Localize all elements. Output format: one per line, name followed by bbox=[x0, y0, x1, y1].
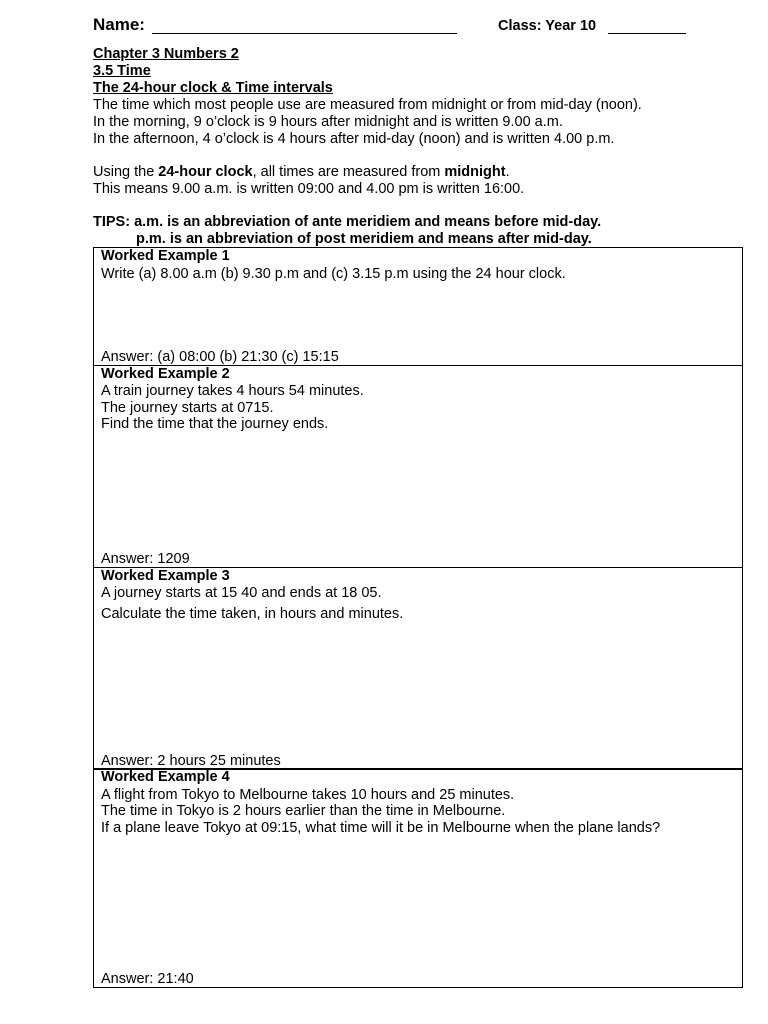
example-answer: Answer: 1209 bbox=[101, 551, 190, 567]
example-answer: Answer: (a) 08:00 (b) 21:30 (c) 15:15 bbox=[101, 349, 339, 365]
intro-line-3: In the afternoon, 4 o’clock is 4 hours after mid-day (noon) and is written 4.00 p.m. bbox=[93, 131, 615, 147]
midnight-term: midnight bbox=[444, 164, 506, 180]
name-label: Name: bbox=[93, 15, 145, 34]
example-question-line: If a plane leave Tokyo at 09:15, what time will it be in Melbourne when the plane lands? bbox=[101, 820, 661, 836]
intro-line-2: In the morning, 9 o’clock is 9 hours after midnight and is written 9.00 a.m. bbox=[93, 114, 563, 130]
section-heading: 3.5 Time bbox=[93, 63, 151, 79]
example-question-line: The journey starts at 0715. bbox=[101, 400, 274, 416]
clock-paragraph-line-2: This means 9.00 a.m. is written 09:00 and 4.00 pm is written 16:00. bbox=[93, 181, 525, 197]
example-title: Worked Example 4 bbox=[101, 769, 230, 785]
topic-heading: The 24-hour clock & Time intervals bbox=[93, 80, 333, 96]
tips-line-1: TIPS: a.m. is an abbreviation of ante meridiem and means before mid-day. bbox=[93, 214, 602, 230]
example-question-line: A flight from Tokyo to Melbourne takes 10 hours and 25 minutes. bbox=[101, 787, 515, 803]
example-question-line: Write (a) 8.00 a.m (b) 9.30 p.m and (c) 3.15 p.m using the 24 hour clock. bbox=[101, 266, 566, 282]
example-answer: Answer: 21:40 bbox=[101, 971, 194, 987]
name-blank-line[interactable] bbox=[152, 33, 457, 34]
example-title: Worked Example 1 bbox=[101, 248, 230, 264]
tips-line-2: p.m. is an abbreviation of post meridiem and means after mid-day. bbox=[136, 231, 592, 247]
example-question-line: A train journey takes 4 hours 54 minutes. bbox=[101, 383, 364, 399]
example-title: Worked Example 3 bbox=[101, 568, 230, 584]
example-title: Worked Example 2 bbox=[101, 366, 230, 382]
clock-text: . bbox=[505, 164, 510, 180]
example-question-line: Find the time that the journey ends. bbox=[101, 416, 329, 432]
class-blank-line[interactable] bbox=[608, 33, 686, 34]
worked-example-3-box bbox=[93, 567, 743, 770]
worked-example-1-box bbox=[93, 247, 743, 366]
worked-example-2-box bbox=[93, 365, 743, 568]
example-question-line: A journey starts at 15 40 and ends at 18 05. bbox=[101, 585, 382, 601]
worked-example-4-box bbox=[93, 768, 743, 988]
example-question-line: Calculate the time taken, in hours and minutes. bbox=[101, 606, 404, 622]
clock-text: , all times are measured from bbox=[252, 164, 445, 180]
intro-line-1: The time which most people use are measured from midnight or from mid-day (noon). bbox=[93, 97, 642, 113]
chapter-heading: Chapter 3 Numbers 2 bbox=[93, 46, 239, 62]
clock-paragraph-line-1 bbox=[93, 164, 510, 180]
clock-term: 24-hour clock bbox=[158, 164, 253, 180]
example-answer: Answer: 2 hours 25 minutes bbox=[101, 753, 281, 769]
class-label: Class: Year 10 bbox=[498, 18, 597, 34]
example-question-line: The time in Tokyo is 2 hours earlier than the time in Melbourne. bbox=[101, 803, 506, 819]
clock-text: Using the bbox=[93, 164, 159, 180]
